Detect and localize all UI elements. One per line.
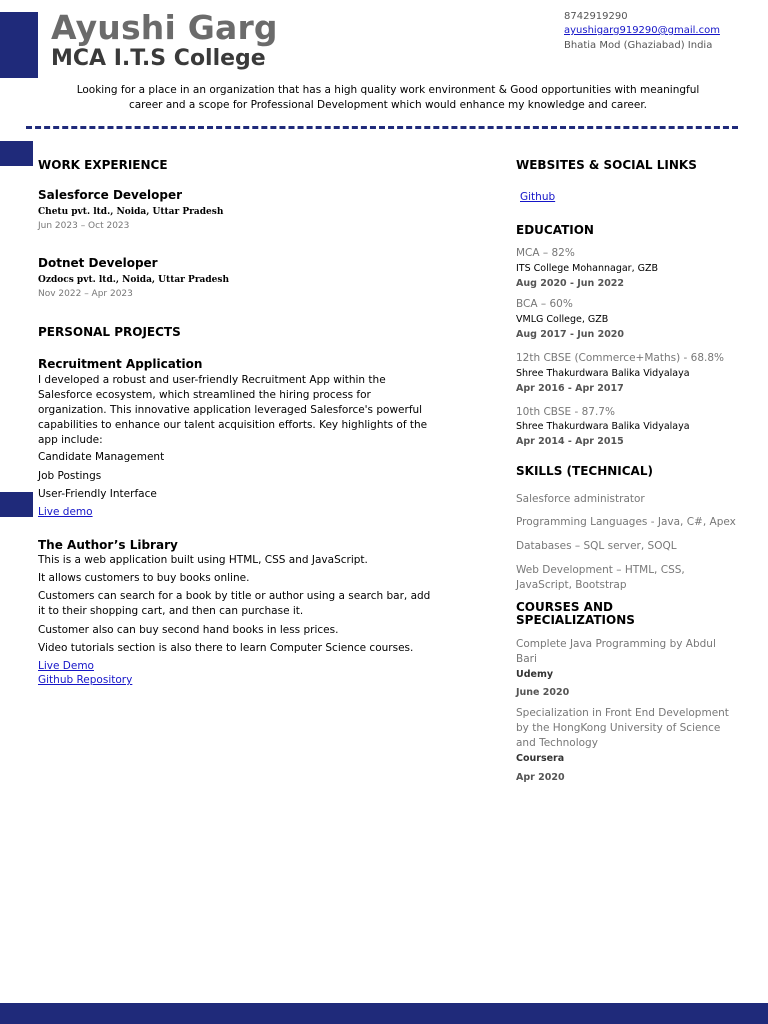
course-provider: Udemy	[516, 669, 554, 680]
course-date: June 2020	[516, 687, 570, 698]
job-title: Salesforce Developer	[38, 188, 183, 202]
education-degree: BCA – 60%	[516, 298, 573, 310]
header-divider	[26, 126, 738, 129]
courses-heading: COURSES AND SPECIALIZATIONS	[516, 600, 635, 627]
project-point: It allows customers to buy books online.	[38, 572, 250, 584]
project-title: The Author’s Library	[38, 538, 178, 552]
education-degree: 10th CBSE - 87.7%	[516, 406, 615, 418]
project-point: Customer also can buy second hand books in less prices.	[38, 624, 339, 636]
library-github-repository-link[interactable]: Github Repository	[38, 674, 133, 686]
contact-email-link[interactable]: ayushigarg919290@gmail.com	[564, 25, 720, 36]
career-objective: Looking for a place in an organization that has a high quality work environment & Good opportunities with meaningful career and a scope for Professional Development which would enhance my knowledge and career.	[76, 84, 700, 111]
candidate-college: MCA I.T.S College	[51, 46, 266, 71]
work-experience-heading: WORK EXPERIENCE	[38, 158, 168, 172]
contact-email-wrap	[564, 25, 720, 36]
library-live-demo-link[interactable]: Live Demo	[38, 660, 94, 672]
contact-phone: 8742919290	[564, 11, 628, 22]
project-description: I developed a robust and user-friendly Recruitment App within the Salesforce ecosystem, which streamlined the hiring process for organization. This innovative application leveraged Salesforce's powerful capabilities to enhance our talent acquisition efforts. Key highlights of the app include:	[38, 374, 428, 446]
job-company: Chetu pvt. ltd., Noida, Uttar Pradesh	[38, 207, 224, 217]
education-degree: MCA – 82%	[516, 247, 575, 259]
course-name: Complete Java Programming by Abdul Bari	[516, 638, 716, 665]
section-accent-block-top	[0, 141, 33, 166]
job-title: Dotnet Developer	[38, 256, 158, 270]
job-company: Ozdocs pvt. ltd., Noida, Uttar Pradesh	[38, 275, 230, 285]
education-heading: EDUCATION	[516, 223, 594, 237]
education-dates: Aug 2017 - Jun 2020	[516, 329, 625, 340]
project-point: This is a web application built using HTML, CSS and JavaScript.	[38, 554, 368, 566]
skills-heading: SKILLS (TECHNICAL)	[516, 464, 653, 478]
github-link[interactable]: Github	[520, 191, 556, 203]
skill-item: Web Development – HTML, CSS, JavaScript, Bootstrap	[516, 564, 685, 591]
skill-item: Databases – SQL server, SOQL	[516, 540, 677, 552]
education-dates: Aug 2020 - Jun 2022	[516, 278, 625, 289]
skill-item: Salesforce administrator	[516, 493, 645, 505]
education-school: ITS College Mohannagar, GZB	[516, 263, 659, 274]
section-accent-block-mid	[0, 492, 33, 517]
project-point: Customers can search for a book by title or author using a search bar, add it to their shopping cart, and then can purchase it.	[38, 590, 431, 617]
education-school: Shree Thakurdwara Balika Vidyalaya	[516, 421, 690, 432]
contact-location: Bhatia Mod (Ghaziabad) India	[564, 40, 713, 51]
course-provider: Coursera	[516, 753, 565, 764]
education-dates: Apr 2016 - Apr 2017	[516, 383, 624, 394]
job-dates: Nov 2022 – Apr 2023	[38, 289, 133, 299]
education-school: Shree Thakurdwara Balika Vidyalaya	[516, 368, 690, 379]
recruitment-live-demo-link[interactable]: Live demo	[38, 506, 93, 518]
education-school: VMLG College, GZB	[516, 314, 609, 325]
course-name: Specialization in Front End Development by the HongKong University of Science and Technology	[516, 707, 729, 749]
skill-item: Programming Languages - Java, C#, Apex	[516, 516, 736, 528]
project-title: Recruitment Application	[38, 357, 203, 371]
course-date: Apr 2020	[516, 772, 565, 783]
job-dates: Jun 2023 – Oct 2023	[38, 221, 130, 231]
project-point: Candidate Management	[38, 451, 165, 463]
education-degree: 12th CBSE (Commerce+Maths) - 68.8%	[516, 352, 724, 364]
personal-projects-heading: PERSONAL PROJECTS	[38, 325, 181, 339]
project-point: User-Friendly Interface	[38, 488, 157, 500]
project-point: Job Postings	[38, 470, 102, 482]
header-accent-block	[0, 12, 38, 78]
websites-heading: WEBSITES & SOCIAL LINKS	[516, 158, 697, 172]
education-dates: Apr 2014 - Apr 2015	[516, 436, 624, 447]
footer-bar	[0, 1003, 768, 1024]
project-point: Video tutorials section is also there to learn Computer Science courses.	[38, 642, 414, 654]
candidate-name: Ayushi Garg	[51, 8, 278, 47]
